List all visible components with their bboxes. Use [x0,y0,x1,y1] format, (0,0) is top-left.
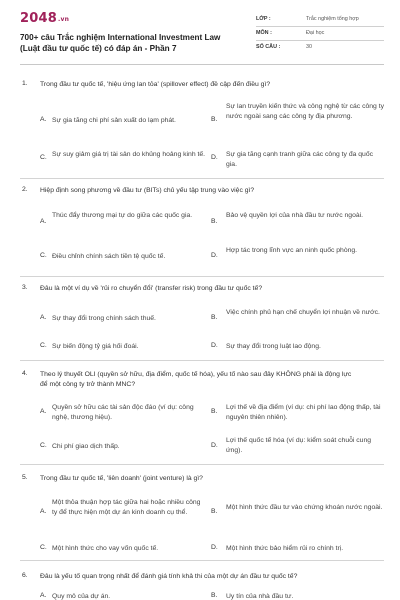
question-divider [20,360,384,361]
option-text: Điều chỉnh chính sách tiền tệ quốc tế. [52,253,166,260]
option-letter: C. [40,154,47,161]
option-text: Lợi thế quốc tế hóa (ví dụ: kiểm soát chuỗi cung ứng). [226,437,372,454]
logo-text: 2048 [20,11,57,26]
option-text: Một hình thức đầu tư vào chứng khoán nước ngoài. [226,504,383,511]
option-letter: A. [40,508,47,515]
question-divider [20,178,384,179]
option-letter: C. [40,544,47,551]
meta-label: MÔN : [256,30,272,36]
question-text: Trong đầu tư quốc tế, 'hiệu ứng lan tỏa' (spillover effect) đề cập đến điều gì? [40,81,271,88]
option-letter: D. [211,342,218,349]
header-divider [20,64,384,65]
question-number: 4. [22,370,28,377]
option-text: Hợp tác trong lĩnh vực an ninh quốc phòng. [226,247,358,254]
question-text: Hiệp định song phương về đầu tư (BITs) chủ yếu tập trung vào việc gì? [40,187,255,194]
option-letter: B. [211,508,218,515]
question-number: 1. [22,80,28,87]
option-text: Sự gia tăng chi phí sản xuất do lạm phát. [52,117,176,124]
option-letter: A. [40,408,47,415]
option-letter: A. [40,116,47,123]
question-text: Đâu là một ví dụ về 'rủi ro chuyển đổi' (transfer risk) trong đầu tư quốc tế? [40,285,263,292]
meta-value: Trắc nghiệm tổng hợp [306,16,359,22]
question-text: Theo lý thuyết OLI (quyền sở hữu, địa điểm, quốc tế hóa), yếu tố nào sau đây KHÔNG phải là động lực để một công ty trở thành MNC? [40,371,352,388]
option-letter: A. [40,314,47,321]
option-letter: D. [211,544,218,551]
meta-row-class [256,13,384,27]
option-letter: B. [211,592,218,599]
question-number: 2. [22,186,28,193]
question-text: Đâu là yếu tố quan trọng nhất để đánh giá tính khả thi của một dự án đầu tư quốc tế? [40,573,298,580]
meta-label: LỚP : [256,16,271,22]
question-number: 3. [22,284,28,291]
option-letter: B. [211,218,218,225]
question-divider [20,560,384,561]
option-text: Một hình thức cho vay vốn quốc tế. [52,545,159,552]
meta-row-count [256,41,384,55]
document-header [20,10,384,58]
question-number: 5. [22,474,28,481]
option-text: Sự thay đổi trong luật lao động. [226,343,321,350]
option-text: Sự suy giảm giá trị tài sản do khủng hoảng kinh tế. [52,151,206,158]
option-letter: D. [211,154,218,161]
option-text: Lợi thế về địa điểm (ví dụ: chi phí lao động thấp, tài nguyên thiên nhiên). [226,404,381,421]
meta-value: 30 [306,44,312,50]
site-logo[interactable] [20,11,69,26]
document-meta [256,13,384,55]
question-divider [20,464,384,465]
option-text: Uy tín của nhà đầu tư. [226,593,294,600]
option-letter: C. [40,442,47,449]
option-letter: B. [211,408,218,415]
meta-row-subject [256,27,384,41]
meta-label: SỐ CÂU : [256,44,281,50]
question-text: Trong đầu tư quốc tế, 'liên doanh' (joint venture) là gì? [40,475,203,482]
option-letter: A. [40,218,47,225]
option-text: Một thỏa thuận hợp tác giữa hai hoặc nhiều công ty để thực hiện một dự án kinh doanh cụ thể. [52,499,201,516]
option-text: Bảo vệ quyền lợi của nhà đầu tư nước ngoài. [226,212,364,219]
option-text: Sự biến động tỷ giá hối đoái. [52,343,139,350]
option-letter: B. [211,314,218,321]
option-letter: D. [211,442,218,449]
option-letter: B. [211,116,218,123]
option-text: Việc chính phủ hạn chế chuyển lợi nhuận về nước. [226,309,380,316]
option-text: Quy mô của dự án. [52,593,111,600]
option-text: Sự thay đổi trong chính sách thuế. [52,315,156,322]
option-text: Sự gia tăng cạnh tranh giữa các công ty đa quốc gia. [226,151,374,168]
logo-suffix: .vn [57,16,70,23]
option-text: Một hình thức bảo hiểm rủi ro chính trị. [226,545,344,552]
option-letter: C. [40,252,47,259]
meta-value: Đại học [306,30,325,36]
option-letter: D. [211,252,218,259]
option-text: Chi phí giao dịch thấp. [52,443,120,450]
option-letter: A. [40,592,47,599]
question-divider [20,276,384,277]
option-text: Sự lan truyền kiến thức và công nghệ từ các công ty nước ngoài sang các công ty địa phương. [226,103,384,120]
option-text: Thúc đẩy thương mại tự do giữa các quốc gia. [52,212,193,219]
document-title: 700+ câu Trắc nghiệm International Investment Law (Luật đầu tư quốc tế) có đáp án - Phần 7 [20,33,221,53]
option-letter: C. [40,342,47,349]
option-text: Quyền sở hữu các tài sản độc đáo (ví dụ: công nghệ, thương hiệu). [52,404,194,421]
question-number: 6. [22,572,28,579]
